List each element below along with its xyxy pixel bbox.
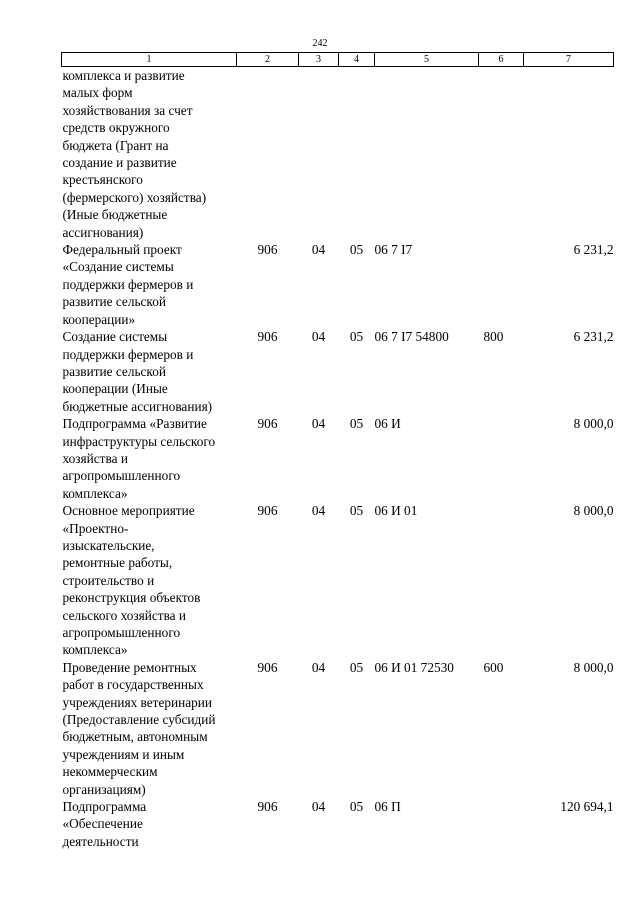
row-name: Основное мероприятие «Проектно- изыскательские, ремонтные работы, строительство и реконструкция объектов сельского хозяйства и агропромышленного комплекса»: [62, 503, 201, 658]
row-amount: [524, 67, 614, 242]
row-target-article: 06 И 01 72530: [374, 659, 454, 675]
row-subsection: 05: [349, 329, 364, 345]
row-expense-type: [479, 415, 524, 502]
table-row: [62, 67, 614, 242]
row-name: Федеральный проект «Создание системы поддержки фермеров и развитие сельской кооперации»: [62, 242, 194, 327]
row-target-article: 06 И 01: [374, 503, 418, 519]
row-subsection: 05: [349, 416, 364, 432]
row-section: 04: [311, 416, 326, 432]
header-col-6: 6: [479, 53, 524, 67]
budget-table: [61, 52, 614, 850]
row-admin-code: 906: [257, 416, 278, 432]
row-admin-code: [237, 67, 299, 242]
page-number: 242: [312, 38, 328, 49]
table-row: [62, 328, 614, 415]
row-amount: 6 231,2: [573, 242, 614, 258]
header-col-7: 7: [524, 53, 614, 67]
row-section: [299, 67, 339, 242]
row-amount: 6 231,2: [573, 329, 614, 345]
row-target-article: 06 И: [374, 416, 401, 432]
table-row: [62, 502, 614, 659]
row-target-article: 06 7 I7 54800: [374, 329, 449, 345]
header-col-3: 3: [299, 53, 339, 67]
row-admin-code: 906: [257, 799, 278, 815]
row-admin-code: 906: [257, 659, 278, 675]
header-col-5: 5: [375, 53, 479, 67]
row-section: 04: [311, 659, 326, 675]
row-subsection: 05: [349, 503, 364, 519]
row-admin-code: 906: [257, 503, 278, 519]
row-amount: 120 694,1: [560, 799, 614, 815]
row-expense-type: [479, 241, 524, 328]
row-expense-type: 800: [483, 329, 504, 345]
header-col-2: 2: [237, 53, 299, 67]
row-amount: 8 000,0: [573, 503, 614, 519]
row-subsection: 05: [349, 799, 364, 815]
row-target-article: 06 7 I7: [374, 242, 413, 258]
row-subsection: [339, 67, 375, 242]
header-col-1: 1: [62, 53, 237, 67]
row-expense-type: [479, 67, 524, 242]
row-section: 04: [311, 242, 326, 258]
table-row: [62, 659, 614, 798]
row-section: 04: [311, 503, 326, 519]
table-row: [62, 415, 614, 502]
row-expense-type: 600: [483, 659, 504, 675]
row-expense-type: [479, 798, 524, 850]
row-expense-type: [479, 502, 524, 659]
row-amount: 8 000,0: [573, 659, 614, 675]
row-name: Подпрограмма «Развитие инфраструктуры сельского хозяйства и агропромышленного комплекса»: [62, 416, 216, 501]
row-target-article: 06 П: [374, 799, 401, 815]
row-admin-code: 906: [257, 242, 278, 258]
row-name: Проведение ремонтных работ в государственных учреждениях ветеринарии (Предоставление субсидий бюджетным, автономным учреждениям и иным некоммерческим организациям): [62, 659, 216, 797]
table-row: [62, 241, 614, 328]
row-target-article: [375, 67, 479, 242]
row-name: Подпрограмма «Обеспечение деятельности: [62, 799, 147, 849]
row-section: 04: [311, 329, 326, 345]
row-admin-code: 906: [257, 329, 278, 345]
row-section: 04: [311, 799, 326, 815]
row-subsection: 05: [349, 242, 364, 258]
row-subsection: 05: [349, 659, 364, 675]
table-row: [62, 798, 614, 850]
row-amount: 8 000,0: [573, 416, 614, 432]
header-col-4: 4: [339, 53, 375, 67]
row-name: Создание системы поддержки фермеров и развитие сельской кооперации (Иные бюджетные ассигнования): [62, 329, 213, 414]
row-name: комплекса и развитие малых форм хозяйствования за счет средств окружного бюджета (Грант на создание и развитие крестьянского (фермерского) хозяйства) (Иные бюджетные ассигнования): [62, 68, 207, 240]
table-header-row: [62, 53, 614, 67]
